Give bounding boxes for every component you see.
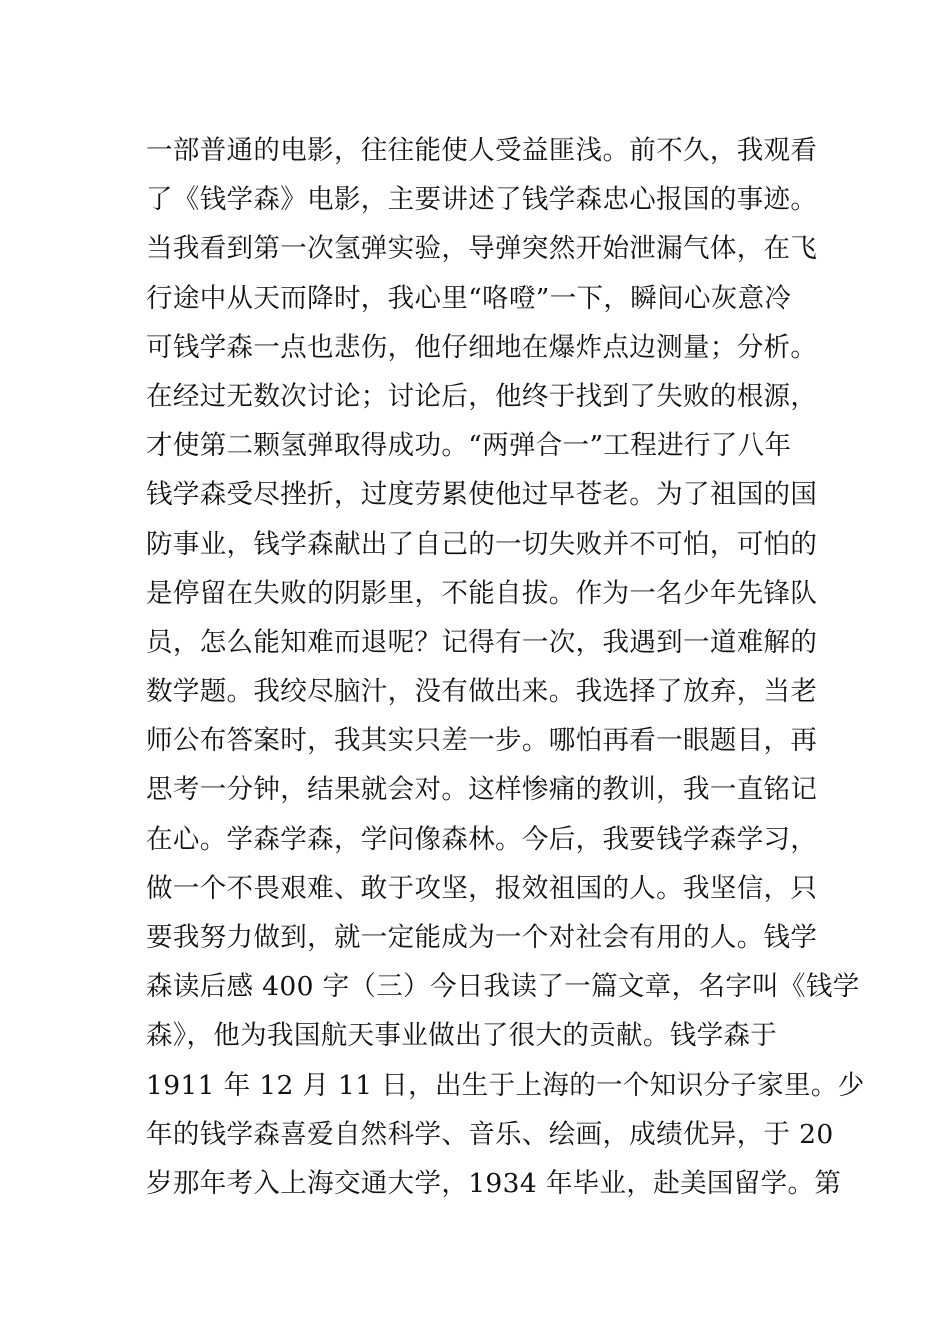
text-line: 才使第二颗氢弹取得成功。“两弹合一”工程进行了八年: [146, 430, 792, 462]
text-line: 在心。学森学森，学问像森林。今后，我要钱学森学习，: [146, 823, 818, 855]
text-line: 数学题。我绞尽脑汁，没有做出来。我选择了放弃，当老: [146, 676, 818, 708]
text-line: 森》，他为我国航天事业做出了很大的贡献。钱学森于: [146, 1020, 778, 1052]
text-line: 思考一分钟，结果就会对。这样惨痛的教训，我一直铭记: [146, 774, 818, 806]
text-line: 当我看到第一次氢弹实验，导弹突然开始泄漏气体，在飞: [146, 233, 818, 265]
text-line: 年的钱学森喜爱自然科学、音乐、绘画，成绩优异，于 20: [146, 1118, 834, 1150]
text-line: 师公布答案时，我其实只差一步。哪怕再看一眼题目，再: [146, 725, 818, 757]
text-line: 可钱学森一点也悲伤，他仔细地在爆炸点边测量；分析。: [146, 331, 818, 363]
text-line: 员，怎么能知难而退呢？记得有一次，我遇到一道难解的: [146, 626, 818, 658]
text-line: 要我努力做到，就一定能成为一个对社会有用的人。钱学: [146, 922, 818, 953]
text-line: 森读后感 400 字（三）今日我读了一篇文章，名字叫《钱学: [146, 971, 860, 1003]
text-line: 防事业，钱学森献出了自己的一切失败并不可怕，可怕的: [146, 528, 818, 560]
text-line: 行途中从天而降时，我心里“咯噔”一下，瞬间心灰意冷: [146, 282, 792, 314]
text-line: 在经过无数次讨论；讨论后，他终于找到了失败的根源，: [146, 380, 818, 412]
text-line: 了《钱学森》电影，主要讲述了钱学森忠心报国的事迹。: [146, 184, 818, 216]
text-line: 岁那年考入上海交通大学，1934 年毕业，赴美国留学。第: [146, 1167, 842, 1199]
text-line: 是停留在失败的阴影里，不能自拔。作为一名少年先锋队: [146, 577, 818, 609]
text-line: 做一个不畏艰难、敢于攻坚，报效祖国的人。我坚信，只: [146, 872, 818, 904]
text-line: 1911 年 12 月 11 日，出生于上海的一个知识分子家里。少: [146, 1069, 865, 1101]
text-line: 一部普通的电影，往往能使人受益匪浅。前不久，我观看: [146, 135, 818, 166]
body-text: [146, 126, 865, 1208]
text-line: 钱学森受尽挫折，过度劳累使他过早苍老。为了祖国的国: [146, 479, 818, 511]
